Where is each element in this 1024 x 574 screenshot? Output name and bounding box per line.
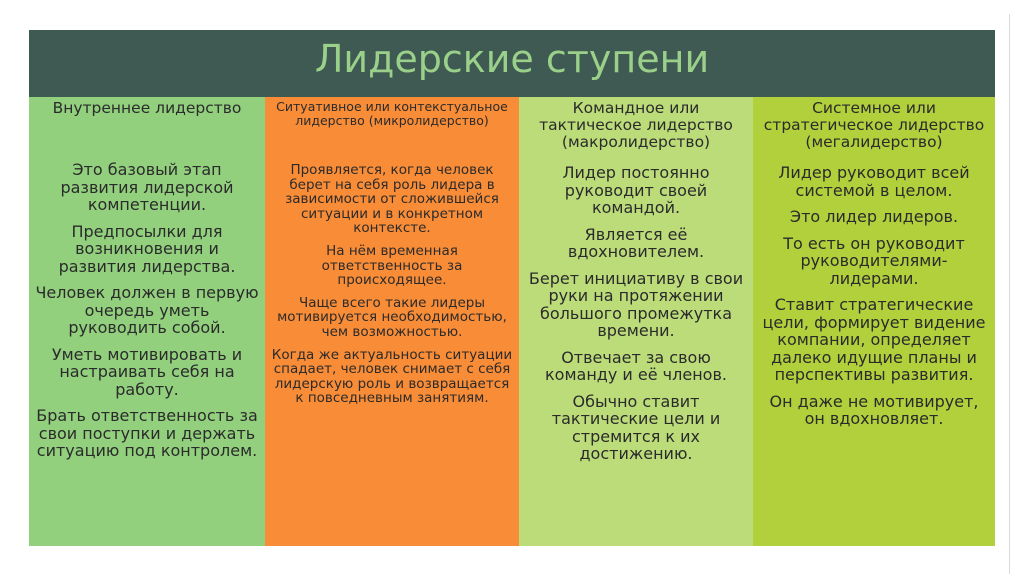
column-item: Брать ответственность за свои поступки и держать ситуацию под контролем. bbox=[36, 406, 258, 460]
column-item: Человек должен в первую очередь уметь руководить собой. bbox=[35, 283, 259, 337]
column-inner-leadership bbox=[29, 97, 265, 546]
column-item: Является её вдохновителем. bbox=[567, 224, 705, 261]
column-item: Предпосылки для возникновения и развития лидерства. bbox=[58, 221, 236, 276]
column-item: Лидер постоянно руководит своей командой. bbox=[562, 163, 710, 217]
column-item: На нём временная ответственность за происходящее. bbox=[321, 242, 463, 289]
column-heading: Командное или тактическое лидерство (макролидерство) bbox=[539, 99, 733, 151]
slide-title: Лидерские ступени bbox=[314, 37, 710, 81]
column-situational-leadership bbox=[265, 97, 519, 546]
column-body bbox=[525, 151, 747, 463]
column-item: Лидер руководит всей системой в целом. bbox=[778, 163, 970, 200]
column-item: Чаще всего такие лидеры мотивируется необходимостью, чем возможностью. bbox=[277, 294, 507, 340]
column-item: Проявляется, когда человек берет на себя роль лидера в зависимости от сложившейся ситуации и в конкретном контексте. bbox=[285, 162, 499, 237]
column-body bbox=[35, 117, 259, 460]
column-item: Когда же актуальность ситуации спадает, человек снимает с себя лидерскую роль и возвращается к повседневным занятиям. bbox=[271, 346, 513, 407]
slide bbox=[29, 30, 995, 546]
column-item: Он даже не мотивирует, он вдохновляет. bbox=[769, 391, 979, 428]
title-bar bbox=[29, 30, 995, 97]
column-item: Отвечает за свою команду и её членов. bbox=[545, 347, 727, 384]
column-body bbox=[271, 128, 513, 406]
column-heading: Ситуативное или контекстуальное лидерство (микролидерство) bbox=[276, 99, 508, 128]
page-edge-divider bbox=[1009, 14, 1010, 574]
column-item: Ставит стратегические цели, формирует видение компании, определяет далеко идущие планы и перспективы развития. bbox=[762, 295, 986, 384]
column-body bbox=[759, 151, 989, 428]
column-heading: Внутреннее лидерство bbox=[52, 99, 242, 117]
column-item: Это базовый этап развития лидерской компетенции. bbox=[60, 160, 234, 214]
column-item: Берет инициативу в свои руки на протяжении большого промежутка времени. bbox=[528, 268, 744, 340]
column-team-leadership bbox=[519, 97, 753, 546]
column-item: То есть он руководит руководителями-лидерами. bbox=[783, 233, 965, 288]
column-item: Обычно ставит тактические цели и стремится к их достижению. bbox=[551, 391, 721, 463]
column-item: Уметь мотивировать и настраивать себя на работу. bbox=[51, 344, 243, 399]
column-heading: Системное или стратегическое лидерство (мегалидерство) bbox=[763, 99, 985, 151]
column-system-leadership bbox=[753, 97, 995, 546]
column-item: Это лидер лидеров. bbox=[789, 207, 959, 226]
